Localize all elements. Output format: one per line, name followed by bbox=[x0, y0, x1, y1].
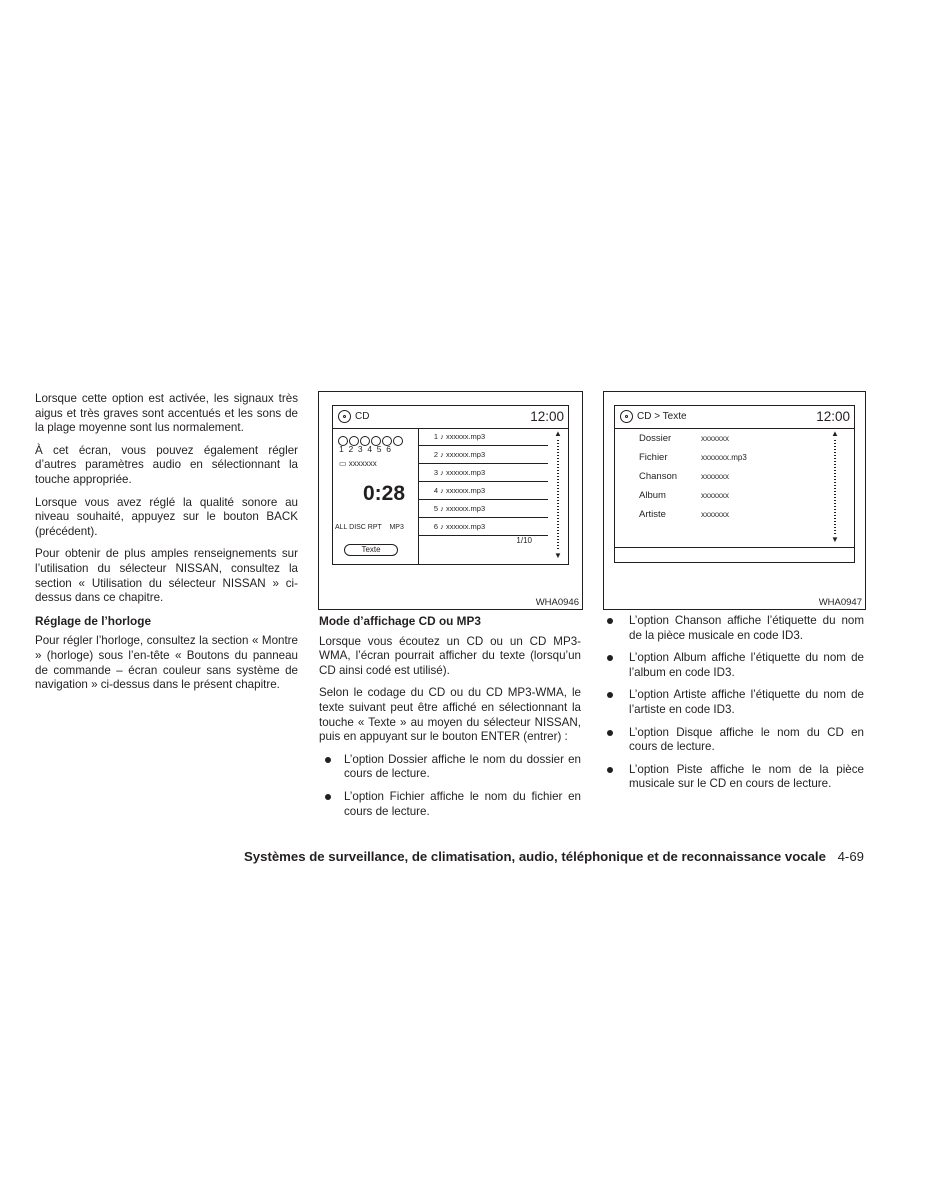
info-row bbox=[639, 433, 747, 452]
info-label: Album bbox=[639, 490, 666, 501]
track-file: xxxxxx.mp3 bbox=[445, 432, 486, 441]
bullet-list bbox=[605, 614, 864, 792]
bullet-icon bbox=[607, 730, 613, 736]
info-label: Fichier bbox=[639, 452, 668, 463]
screen-title: CD > Texte bbox=[637, 411, 687, 422]
track-number: 5 bbox=[433, 504, 438, 513]
list-item bbox=[319, 753, 581, 782]
paragraph: Lorsque vous avez réglé la qualité sonore au niveau souhaité, appuyez sur le bouton BACK (précédent). bbox=[35, 495, 298, 538]
music-note-icon: ♪ bbox=[440, 504, 444, 513]
paragraph: Selon le codage du CD ou du CD MP3-WMA, le texte suivant peut être affiché en sélectionnant la touche « Texte » au moyen du sélecteur NISSAN, puis en appuyant sur le bouton ENTER (entrer) : bbox=[319, 686, 581, 744]
bullet-list bbox=[319, 753, 581, 819]
screen-title: CD bbox=[355, 411, 370, 422]
list-item bbox=[319, 790, 581, 819]
list-item bbox=[605, 651, 864, 680]
scroll-up-icon[interactable]: ▲ bbox=[554, 429, 562, 438]
bullet-icon bbox=[325, 757, 331, 763]
track-number: 1 bbox=[433, 432, 438, 441]
scroll-track bbox=[834, 440, 836, 534]
info-label: Chanson bbox=[639, 471, 678, 482]
list-item bbox=[605, 763, 864, 792]
track-file: xxxxxx.mp3 bbox=[445, 522, 486, 531]
list-item bbox=[605, 688, 864, 717]
track-list bbox=[418, 428, 548, 545]
screen-header bbox=[615, 406, 854, 429]
bullet-text: L’option Disque affiche le nom du CD en cours de lecture. bbox=[629, 725, 864, 754]
disc-icon bbox=[393, 436, 403, 446]
page-indicator: 1/10 bbox=[516, 536, 532, 545]
info-value: xxxxxxx.mp3 bbox=[701, 453, 747, 462]
middle-column bbox=[319, 614, 581, 827]
elapsed-time: 0:28 bbox=[363, 482, 406, 505]
now-playing bbox=[339, 459, 377, 468]
paragraph: Lorsque vous écoutez un CD ou un CD MP3-WMA, l’écran pourrait afficher du texte (lorsqu’un CD ainsi codé est utilisé). bbox=[319, 634, 581, 677]
disc-icon bbox=[338, 410, 351, 423]
scrollbar[interactable] bbox=[830, 430, 840, 544]
list-item[interactable] bbox=[418, 500, 548, 518]
bullet-icon bbox=[607, 618, 613, 624]
cd-display bbox=[332, 405, 569, 565]
screen-header bbox=[333, 406, 568, 429]
page-footer bbox=[0, 849, 864, 864]
text-display bbox=[614, 405, 855, 563]
bottom-bar bbox=[615, 547, 854, 548]
folder-icon: ▭ bbox=[339, 459, 347, 468]
track-number: 2 bbox=[433, 450, 438, 459]
bullet-text: L’option Album affiche l’étiquette du nom de l’album en code ID3. bbox=[629, 651, 864, 679]
paragraph: Pour régler l’horloge, consultez la section « Montre » (horloge) sous l’en-tête « Boutons du panneau de commande – écran couleur sans système de navigation » ci-dessus dans le présent chapitre. bbox=[35, 634, 298, 692]
info-row bbox=[639, 452, 747, 471]
list-item[interactable] bbox=[418, 428, 548, 446]
list-item[interactable] bbox=[418, 482, 548, 500]
scrollbar[interactable] bbox=[553, 430, 563, 560]
track-file: xxxxxx.mp3 bbox=[445, 450, 486, 459]
paragraph: Pour obtenir de plus amples renseignements sur l’utilisation du sélecteur NISSAN, consultez la section « Utilisation du sélecteur NISSAN » ci-dessus dans ce chapitre. bbox=[35, 547, 298, 605]
track-number: 4 bbox=[433, 486, 438, 495]
figure-code: WHA0947 bbox=[818, 597, 862, 608]
figure-code: WHA0946 bbox=[535, 597, 579, 608]
info-label: Dossier bbox=[639, 433, 672, 444]
page-number: 4-69 bbox=[837, 849, 864, 864]
bullet-text: L’option Fichier affiche le nom du fichier en cours de lecture. bbox=[344, 789, 581, 818]
disc-numbers: 1 2 3 4 5 6 bbox=[339, 444, 391, 454]
list-item[interactable] bbox=[418, 446, 548, 464]
texte-button[interactable]: Texte bbox=[344, 544, 398, 556]
track-number: 3 bbox=[433, 468, 438, 477]
track-file: xxxxxx.mp3 bbox=[445, 486, 486, 495]
bullet-icon bbox=[607, 767, 613, 773]
bullet-text: L’option Chanson affiche l’étiquette du nom de la pièce musicale en code ID3. bbox=[629, 614, 864, 642]
info-value: xxxxxxx bbox=[701, 472, 729, 481]
info-row bbox=[639, 490, 747, 509]
scroll-up-icon[interactable]: ▲ bbox=[831, 429, 839, 438]
info-value: xxxxxxx bbox=[701, 510, 729, 519]
info-value: xxxxxxx bbox=[701, 434, 729, 443]
bullet-icon bbox=[607, 692, 613, 698]
section-heading-cd-mp3: Mode d’affichage CD ou MP3 bbox=[319, 614, 481, 628]
music-note-icon: ♪ bbox=[440, 486, 444, 495]
left-column bbox=[35, 392, 298, 701]
right-column bbox=[605, 614, 864, 800]
list-item bbox=[605, 726, 864, 755]
bullet-icon bbox=[325, 794, 331, 800]
paragraph: À cet écran, vous pouvez également régler d’autres paramètres audio en sélectionnant la touche appropriée. bbox=[35, 443, 298, 486]
clock-display: 12:00 bbox=[816, 409, 850, 424]
list-item[interactable] bbox=[418, 464, 548, 482]
bullet-text: L’option Dossier affiche le nom du dossier en cours de lecture. bbox=[344, 752, 581, 781]
figure-text-screen bbox=[603, 391, 866, 610]
music-note-icon: ♪ bbox=[440, 522, 444, 531]
list-item[interactable] bbox=[418, 518, 548, 536]
info-value: xxxxxxx bbox=[701, 491, 729, 500]
list-item bbox=[605, 614, 864, 643]
music-note-icon: ♪ bbox=[440, 468, 444, 477]
bullet-text: L’option Artiste affiche l’étiquette du nom de l’artiste en code ID3. bbox=[629, 688, 864, 716]
track-name: xxxxxxx bbox=[348, 459, 377, 468]
track-file: xxxxxx.mp3 bbox=[445, 504, 486, 513]
paragraph: Lorsque cette option est activée, les signaux très aigus et très graves sont accentués et les sons de la plage moyenne sont lus normalement. bbox=[35, 392, 298, 435]
figure-cd-screen bbox=[318, 391, 583, 610]
info-label: Artiste bbox=[639, 509, 666, 520]
section-heading-clock: Réglage de l’horloge bbox=[35, 613, 152, 628]
info-row bbox=[639, 509, 747, 528]
id3-info-list bbox=[639, 433, 747, 528]
bullet-icon bbox=[607, 655, 613, 661]
play-mode: ALL DISC RPT MP3 bbox=[335, 524, 404, 531]
track-file: xxxxxx.mp3 bbox=[445, 468, 486, 477]
disc-icon bbox=[620, 410, 633, 423]
music-note-icon: ♪ bbox=[440, 432, 444, 441]
info-row bbox=[639, 471, 747, 490]
music-note-icon: ♪ bbox=[440, 450, 444, 459]
bullet-text: L’option Piste affiche le nom de la pièce musicale sur le CD en cours de lecture. bbox=[629, 762, 864, 791]
clock-display: 12:00 bbox=[530, 409, 564, 424]
track-number: 6 bbox=[433, 522, 438, 531]
scroll-down-icon[interactable]: ▼ bbox=[554, 551, 562, 560]
scroll-track bbox=[557, 440, 559, 550]
chapter-title: Systèmes de surveillance, de climatisation, audio, téléphonique et de reconnaissance vocale bbox=[243, 849, 826, 864]
scroll-down-icon[interactable]: ▼ bbox=[831, 535, 839, 544]
